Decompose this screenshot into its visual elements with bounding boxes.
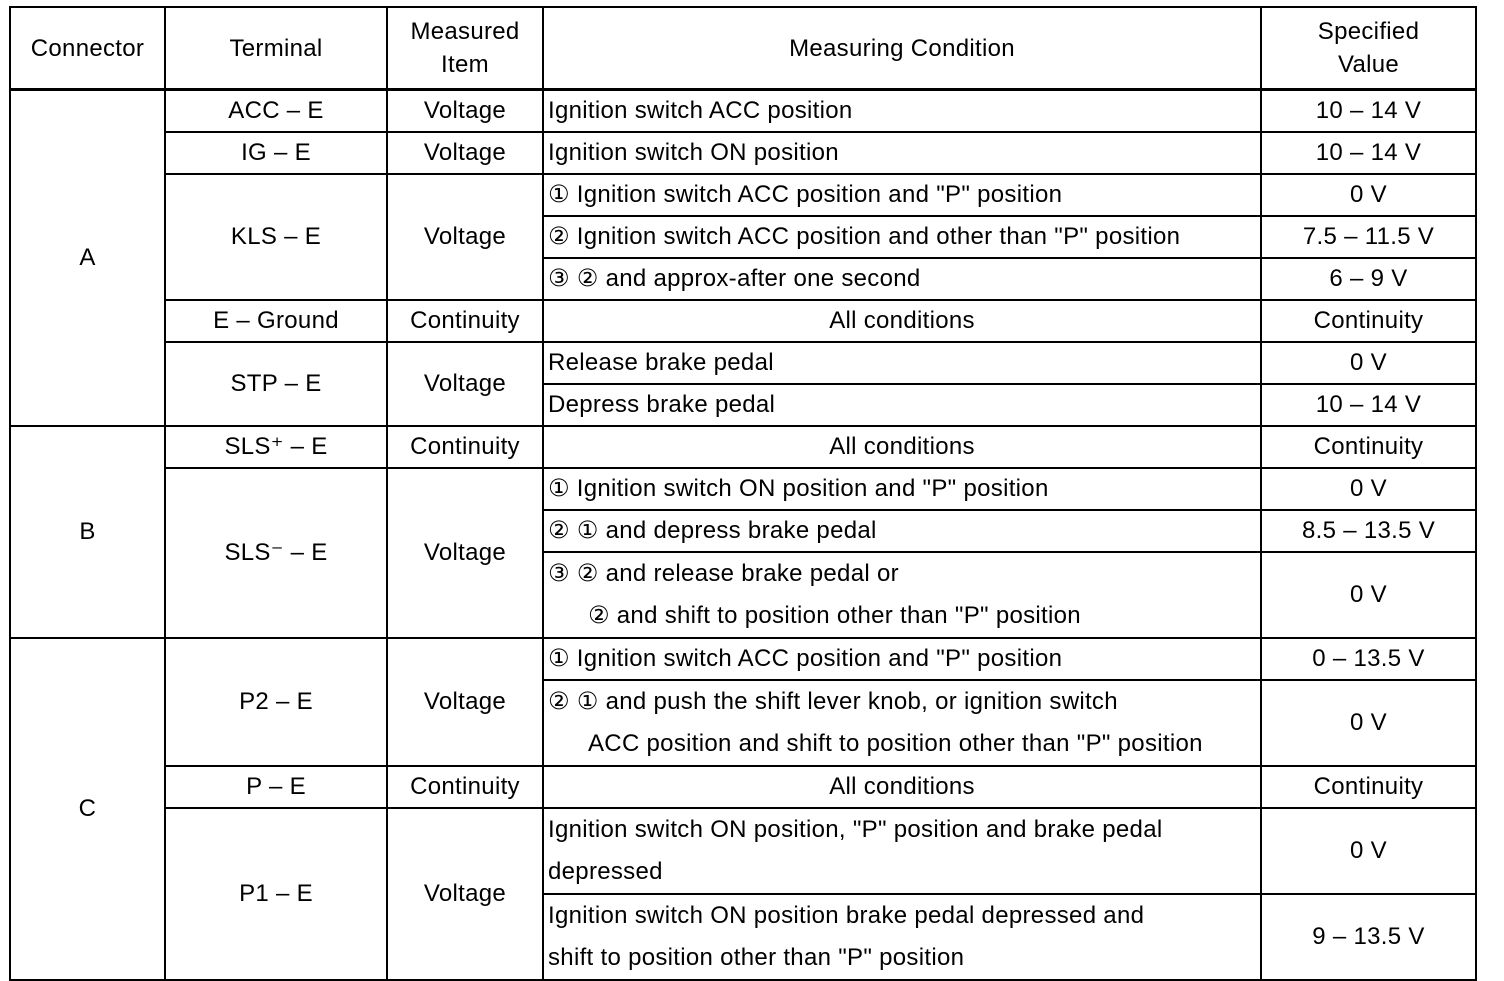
- table-row: [10, 426, 1476, 468]
- value-cell: 10 – 14 V: [1261, 90, 1476, 133]
- measured-item-cell: Voltage: [387, 174, 543, 300]
- table-row: [10, 132, 1476, 174]
- condition-line: ③ ② and release brake pedal or: [548, 560, 899, 587]
- value-cell: 0 V: [1261, 174, 1476, 216]
- header-specified-value-line1: Specified: [1317, 18, 1420, 45]
- condition-cell: ① Ignition switch ACC position and "P" position: [543, 638, 1261, 680]
- header-specified-value: [1261, 7, 1476, 90]
- condition-cell: All conditions: [543, 426, 1261, 468]
- condition-line: ACC position and shift to position other than "P" position: [588, 730, 1203, 757]
- header-row: [10, 7, 1476, 90]
- value-cell: 8.5 – 13.5 V: [1261, 510, 1476, 552]
- value-cell: 0 V: [1261, 342, 1476, 384]
- condition-cell: [543, 808, 1261, 894]
- terminal-inspection-table: [9, 6, 1477, 981]
- condition-cell: All conditions: [543, 300, 1261, 342]
- value-cell: 9 – 13.5 V: [1261, 894, 1476, 980]
- table-row: [10, 90, 1476, 133]
- header-measured-item-line2: Item: [441, 51, 489, 78]
- value-cell: 0 V: [1261, 808, 1476, 894]
- table-row: [10, 638, 1476, 680]
- table-row: [10, 342, 1476, 384]
- header-terminal: Terminal: [165, 7, 387, 90]
- value-cell: 7.5 – 11.5 V: [1261, 216, 1476, 258]
- measured-item-cell: Continuity: [387, 426, 543, 468]
- condition-cell: ② Ignition switch ACC position and other than "P" position: [543, 216, 1261, 258]
- table-row: [10, 174, 1476, 216]
- condition-cell: [543, 680, 1261, 766]
- terminal-cell: IG – E: [165, 132, 387, 174]
- value-cell: 0 V: [1261, 680, 1476, 766]
- condition-cell: Depress brake pedal: [543, 384, 1261, 426]
- terminal-cell: P – E: [165, 766, 387, 808]
- terminal-cell: SLS⁻ – E: [165, 468, 387, 638]
- table-header: [10, 7, 1476, 90]
- condition-cell: ① Ignition switch ACC position and "P" position: [543, 174, 1261, 216]
- table-row: [10, 468, 1476, 510]
- condition-cell: [543, 894, 1261, 980]
- condition-cell: Release brake pedal: [543, 342, 1261, 384]
- condition-line: shift to position other than "P" position: [548, 944, 965, 971]
- value-cell: 0 V: [1261, 552, 1476, 638]
- condition-cell: ① Ignition switch ON position and "P" position: [543, 468, 1261, 510]
- condition-cell: Ignition switch ON position: [543, 132, 1261, 174]
- condition-line: ② and shift to position other than "P" position: [588, 602, 1081, 629]
- measured-item-cell: Voltage: [387, 808, 543, 980]
- condition-line: ② ① and push the shift lever knob, or ignition switch: [548, 688, 1118, 715]
- condition-cell: [543, 552, 1261, 638]
- measured-item-cell: Voltage: [387, 638, 543, 766]
- terminal-cell: STP – E: [165, 342, 387, 426]
- terminal-cell: ACC – E: [165, 90, 387, 133]
- value-cell: 6 – 9 V: [1261, 258, 1476, 300]
- measured-item-cell: Voltage: [387, 342, 543, 426]
- value-cell: 0 – 13.5 V: [1261, 638, 1476, 680]
- measured-item-cell: Continuity: [387, 766, 543, 808]
- header-measured-item-line1: Measured: [410, 18, 520, 45]
- value-cell: Continuity: [1261, 300, 1476, 342]
- terminal-cell: SLS⁺ – E: [165, 426, 387, 468]
- condition-cell: All conditions: [543, 766, 1261, 808]
- condition-cell: ② ① and depress brake pedal: [543, 510, 1261, 552]
- header-specified-value-line2: Value: [1337, 51, 1400, 78]
- measured-item-cell: Voltage: [387, 132, 543, 174]
- header-measured-item: [387, 7, 543, 90]
- terminal-cell: KLS – E: [165, 174, 387, 300]
- value-cell: 10 – 14 V: [1261, 132, 1476, 174]
- terminal-cell: E – Ground: [165, 300, 387, 342]
- condition-line: depressed: [548, 858, 663, 885]
- connector-cell-b: B: [10, 426, 165, 638]
- value-cell: Continuity: [1261, 766, 1476, 808]
- connector-cell-a: A: [10, 90, 165, 427]
- table-row: [10, 766, 1476, 808]
- value-cell: 0 V: [1261, 468, 1476, 510]
- value-cell: Continuity: [1261, 426, 1476, 468]
- terminal-cell: P1 – E: [165, 808, 387, 980]
- table-body: [10, 90, 1476, 981]
- connector-cell-c: C: [10, 638, 165, 980]
- header-connector: Connector: [10, 7, 165, 90]
- measured-item-cell: Continuity: [387, 300, 543, 342]
- value-cell: 10 – 14 V: [1261, 384, 1476, 426]
- measured-item-cell: Voltage: [387, 90, 543, 133]
- table-row: [10, 300, 1476, 342]
- measured-item-cell: Voltage: [387, 468, 543, 638]
- condition-line: Ignition switch ON position brake pedal depressed and: [548, 902, 1145, 929]
- condition-line: Ignition switch ON position, "P" position and brake pedal: [548, 816, 1163, 843]
- terminal-cell: P2 – E: [165, 638, 387, 766]
- table-row: [10, 808, 1476, 894]
- condition-cell: ③ ② and approx-after one second: [543, 258, 1261, 300]
- condition-cell: Ignition switch ACC position: [543, 90, 1261, 133]
- header-measuring-condition: Measuring Condition: [543, 7, 1261, 90]
